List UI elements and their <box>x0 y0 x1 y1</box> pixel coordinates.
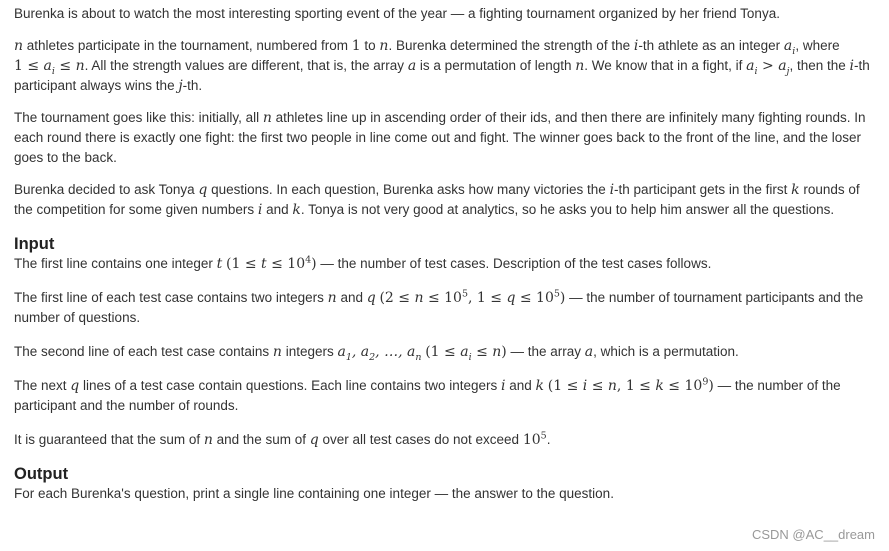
intro-paragraph-4: Burenka decided to ask Tonya q questions. In each question, Burenka asks how many victories the i-th participant gets in the first k rounds of the competition for some given numbers i and k. Tonya is not very good at analytics, so he asks you to help him answer all the questions. <box>14 182 860 218</box>
intro-paragraph-3: The tournament goes like this: initially, all n athletes line up in ascending order of their ids, and then there are infinitely many fighting rounds. In each round there is exactly one fight: the first two people in line come out and fight. The winner goes back to the front of the line, and the loser goes to the back. <box>14 110 866 165</box>
input-line-5: It is guaranteed that the sum of n and the sum of q over all test cases do not exceed $10^5$. <box>14 430 551 448</box>
watermark: CSDN @AC__dream <box>751 527 875 542</box>
problem-statement <box>14 4 880 504</box>
input-line-1: The first line contains one integer t $(1 \le t \le 10^4)$ — the number of test cases. Description of the test cases follows. <box>14 254 712 272</box>
output-line-1: For each Burenka's question, print a single line containing one integer — the answer to the question. <box>14 486 614 501</box>
intro-paragraph-2: n athletes participate in the tournament, numbered from 1 to n. Burenka determined the strength of the i-th athlete as an integer $a_i$, where $1 \le a_i \le n$. All the strength values are different, that is, the array a is a permutation of length n. We know that in a fight, if $a_i > a_j$, then the i-th participant always wins the j-th. <box>14 38 870 94</box>
input-line-3: The second line of each test case contains n integers $a_1$, $a_2$, …, $a_n$ $(1 \le a_i \le n)$ — the array a, which is a permutation. <box>14 344 739 363</box>
intro-paragraph-1: Burenka is about to watch the most interesting sporting event of the year — a fighting tournament organized by her friend Tonya. <box>14 6 780 21</box>
input-heading: Input <box>14 235 55 253</box>
input-line-2: The first line of each test case contains two integers n and q ($2 \le n \le 10^5$, $1 \le q \le 10^5$) — the number of tournament participants and the number of questions. <box>14 288 864 325</box>
output-heading: Output <box>14 465 69 483</box>
input-line-4: The next q lines of a test case contain questions. Each line contains two integers i and k (1 ≤ i ≤ n, $1 \le k \le 10^9$) — the number of the participant and the number of rounds. <box>14 376 841 413</box>
